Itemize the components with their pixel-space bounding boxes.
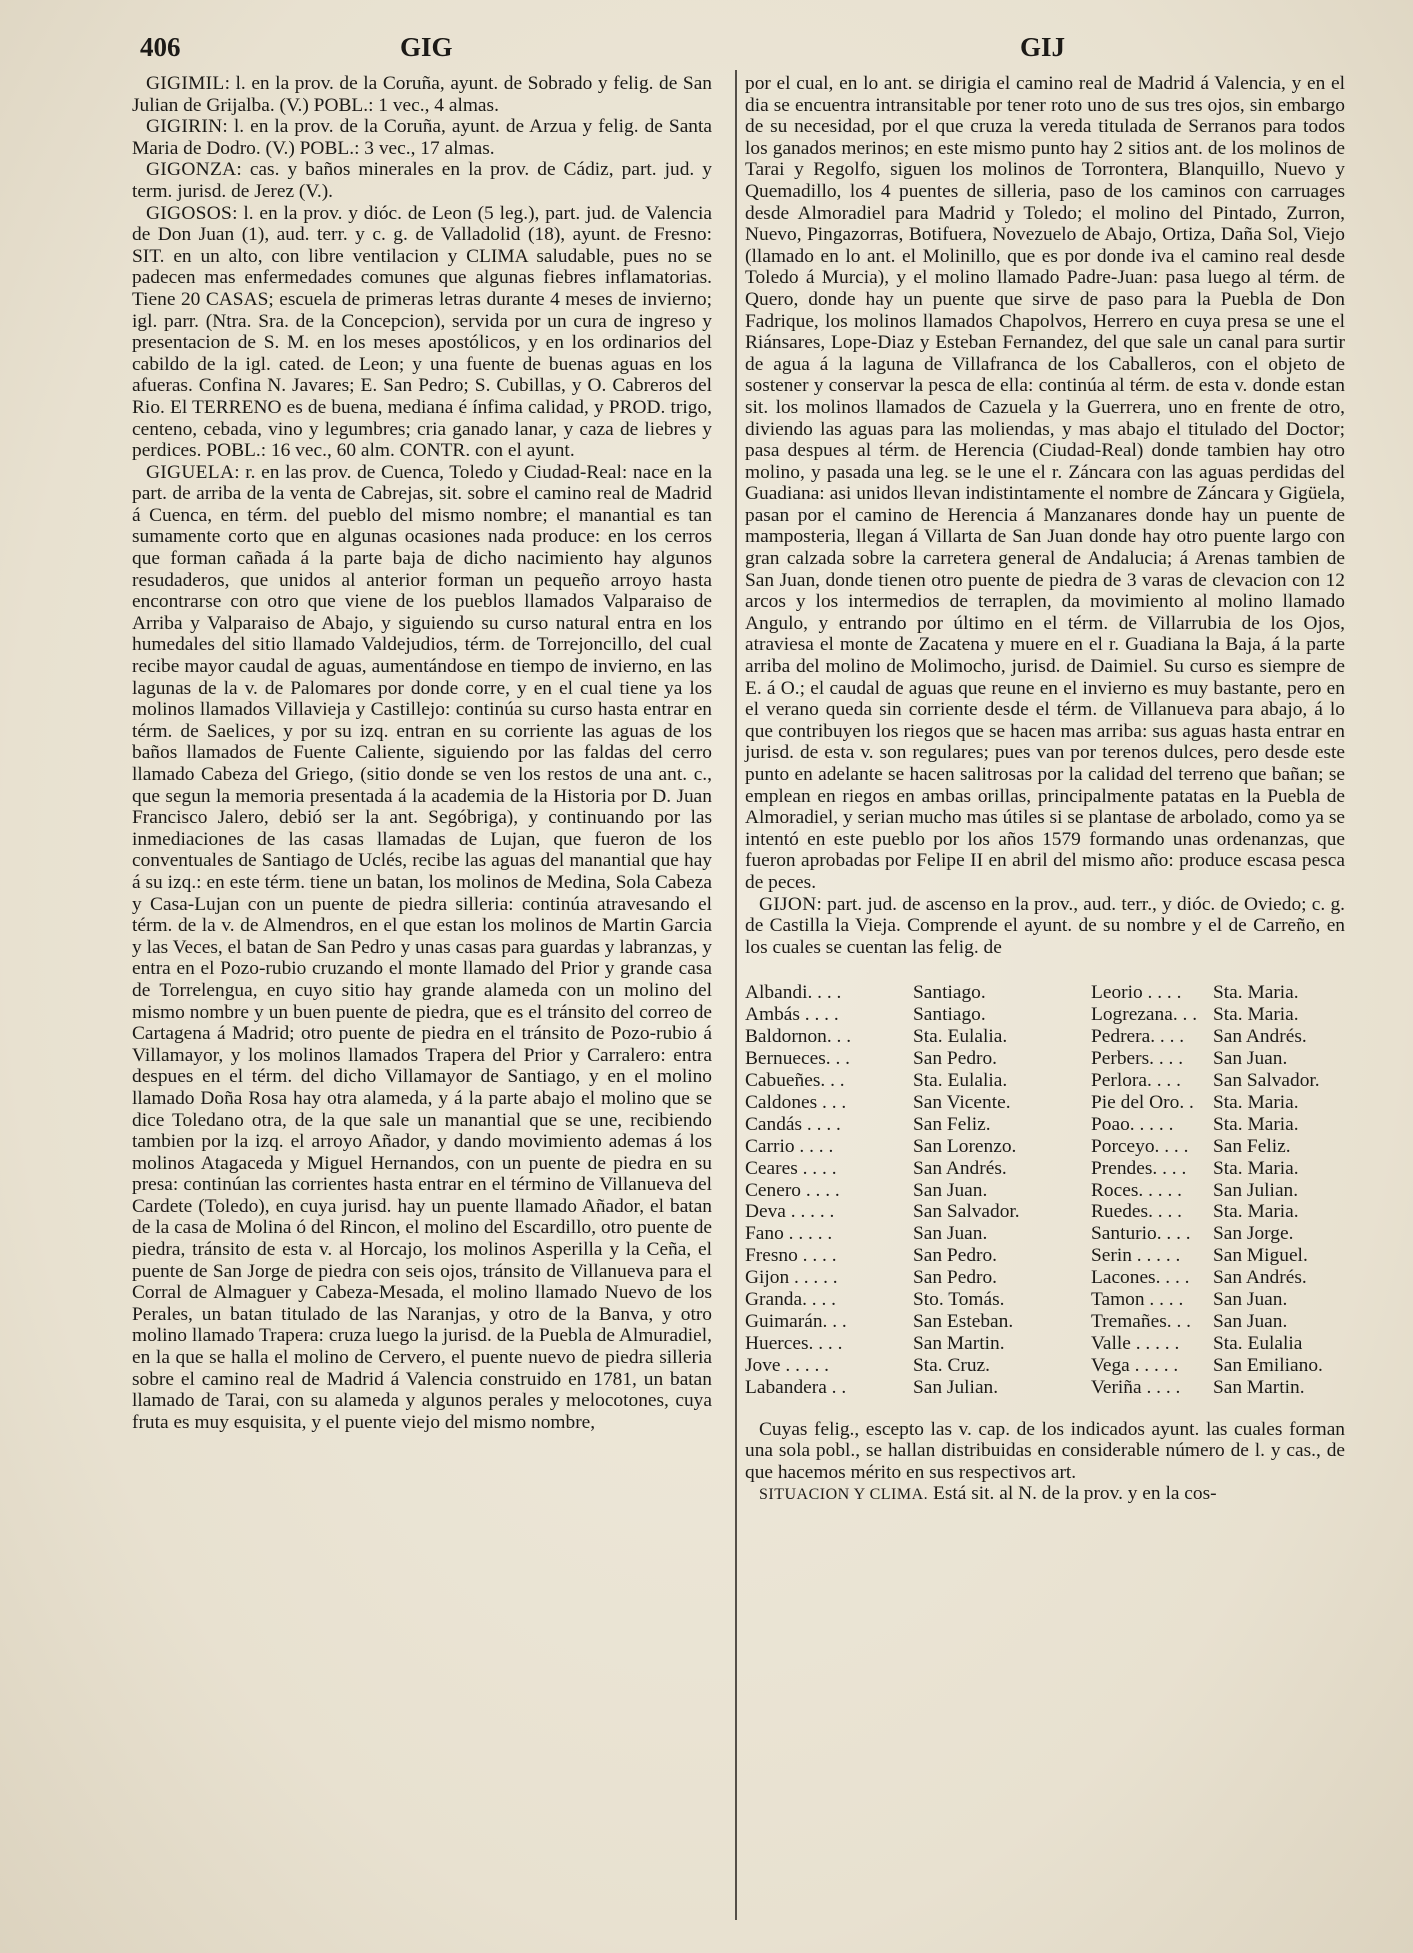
- parish-row: [745, 1158, 1345, 1180]
- parish-saint: Sto. Tomás.: [913, 1289, 1005, 1311]
- parish-saint: San Juan.: [913, 1179, 988, 1201]
- parish-saint: San Juan.: [1213, 1048, 1288, 1070]
- parish-saint: Sta. Maria.: [1213, 1004, 1299, 1026]
- parish-place: Bernueces. . .: [745, 1048, 850, 1070]
- parish-place: Carrio . . . .: [745, 1135, 834, 1157]
- parish-place: Candás . . . .: [745, 1113, 841, 1135]
- entry-body: : l. en la prov. de la Coruña, ayunt. de Arzua y felig. de Santa Maria de Dodro. (V.) POBL.: 3 vec., 17 almas.: [132, 116, 712, 159]
- page-number: 406: [140, 32, 181, 62]
- parish-saint: Santiago.: [913, 1004, 986, 1026]
- parish-place: Cabueñes. . .: [745, 1069, 845, 1091]
- parish-place: Vega . . . . .: [1091, 1354, 1179, 1376]
- parish-row: [745, 1201, 1345, 1223]
- section-body: Está sit. al N. de la prov. y en la cos-: [933, 1483, 1217, 1505]
- parish-place: Santurio. . . .: [1091, 1223, 1191, 1245]
- entry-giguela: [132, 462, 712, 1434]
- parish-saint: San Emiliano.: [1213, 1354, 1323, 1376]
- parish-place: Gijon . . . . .: [745, 1267, 838, 1289]
- parish-saint: Sta. Eulalia: [1213, 1332, 1303, 1354]
- entry-headword: GIGIRIN: [146, 116, 223, 138]
- parish-saint: San Vicente.: [913, 1091, 1011, 1113]
- parish-row: [745, 1377, 1345, 1399]
- parish-saint: Santiago.: [913, 982, 986, 1004]
- parish-place: Caldones . . .: [745, 1091, 847, 1113]
- entry-body: : part. jud. de ascenso en la prov., aud. terr., y dióc. de Oviedo; c. g. de Castilla la Vieja. Comprende el ayunt. de su nombre y el de Carreño, en los cuales se cuentan las felig. de: [745, 893, 1345, 958]
- section-label: SITUACION Y CLIMA.: [759, 1486, 929, 1504]
- parish-place: Pie del Oro. .: [1091, 1091, 1194, 1113]
- entry-body: : l. en la prov. y dióc. de Leon (5 leg.), part. jud. de Valencia de Don Juan (1), aud. terr. y c. g. de Valladolid (18), ayunt. de Fresno: SIT. en un alto, con libre ventilacion y CLIMA saludable, pues no se padecen mas enfermedades comunes que algunas fiebres inflamatorias. Tiene 20 CASAS; escuela de primeras letras durante 4 meses de invierno; igl. parr. (Ntra. Sra. de la Concepcion), servida por un cura de ingreso y presentacion de S. M. en los meses apostólicos, y en los ordinarios del cabildo de la igl. cated. de Leon; y una fuente de buenas aguas en los afueras. Confina N. Javares; E. San Pedro; S. Cubillas, y O. Cabreros del Rio. El TERRENO es de buena, mediana é ínfima calidad, y PROD. trigo, centeno, cebada, vino y legumbres; cria ganado lanar, y caza de liebres y perdices. POBL.: 16 vec., 60 alm. CONTR. con el ayunt.: [132, 202, 712, 462]
- parish-place: Tremañes. . .: [1091, 1310, 1192, 1332]
- parish-saint: San Juan.: [1213, 1310, 1288, 1332]
- parish-place: Granda. . . .: [745, 1289, 836, 1311]
- parish-place: Ambás . . . .: [745, 1004, 839, 1026]
- parish-saint: Sta. Maria.: [1213, 1091, 1299, 1113]
- parish-saint: San Pedro.: [913, 1245, 998, 1267]
- parish-table: [745, 982, 1345, 1398]
- parish-row: [745, 1114, 1345, 1136]
- parish-saint: Sta. Maria.: [1213, 1201, 1299, 1223]
- parish-place: Logrezana. . .: [1091, 1004, 1198, 1026]
- parish-row: [745, 1355, 1345, 1377]
- parish-saint: San Pedro.: [913, 1267, 998, 1289]
- parish-row: [745, 1267, 1345, 1289]
- parish-row: [745, 1026, 1345, 1048]
- left-running-head: GIG: [400, 32, 453, 62]
- parish-row: [745, 1289, 1345, 1311]
- parish-saint: Sta. Eulalia.: [913, 1069, 1008, 1091]
- entry-gigonza: [132, 159, 712, 202]
- parish-place: Valle . . . . .: [1091, 1332, 1180, 1354]
- parish-place: Guimarán. . .: [745, 1310, 847, 1332]
- parish-place: Perlora. . . .: [1091, 1069, 1181, 1091]
- entry-headword: GIGOSOS: [146, 202, 233, 224]
- parish-saint: San Feliz.: [1213, 1135, 1291, 1157]
- parish-row: [745, 1004, 1345, 1026]
- parish-saint: San Pedro.: [913, 1048, 998, 1070]
- parish-saint: San Salvador.: [913, 1201, 1020, 1223]
- entry-headword: GIGIMIL: [146, 73, 225, 94]
- parish-row: [745, 1092, 1345, 1114]
- parish-place: Deva . . . . .: [745, 1201, 835, 1223]
- parish-saint: San Martin.: [913, 1332, 1005, 1354]
- parish-saint: Sta. Maria.: [1213, 1157, 1299, 1179]
- parish-place: Pedrera. . . .: [1091, 1026, 1185, 1048]
- parish-place: Poao. . . . .: [1091, 1113, 1174, 1135]
- parish-saint: San Andrés.: [1213, 1267, 1307, 1289]
- parish-place: Baldornon. . .: [745, 1026, 852, 1048]
- parish-saint: San Julian.: [913, 1376, 999, 1398]
- parish-place: Leorio . . . .: [1091, 982, 1182, 1004]
- parish-saint: San Jorge.: [1213, 1223, 1294, 1245]
- left-column: [132, 73, 712, 1433]
- parish-place: Porceyo. . . .: [1091, 1135, 1189, 1157]
- parish-place: Cenero . . . .: [745, 1179, 840, 1201]
- parish-place: Roces. . . . .: [1091, 1179, 1183, 1201]
- parish-row: [745, 1311, 1345, 1333]
- parish-saint: San Esteban.: [913, 1310, 1014, 1332]
- parish-saint: San Feliz.: [913, 1113, 991, 1135]
- entry-gigosos: [132, 203, 712, 462]
- entry-headword: GIGONZA: [146, 159, 237, 181]
- parish-saint: San Lorenzo.: [913, 1135, 1017, 1157]
- parish-saint: San Andrés.: [1213, 1026, 1307, 1048]
- parish-place: Huerces. . . .: [745, 1332, 843, 1354]
- page-header: [140, 32, 1343, 72]
- parish-place: Labandera . .: [745, 1376, 847, 1398]
- column-divider: [735, 70, 737, 1920]
- parish-place: Fano . . . . .: [745, 1223, 833, 1245]
- parish-saint: San Juan.: [1213, 1289, 1288, 1311]
- parish-place: Veriña . . . .: [1091, 1376, 1181, 1398]
- parish-saint: Sta. Maria.: [1213, 982, 1299, 1004]
- parish-row: [745, 982, 1345, 1004]
- parish-place: Prendes. . . .: [1091, 1157, 1187, 1179]
- parish-place: Jove . . . . .: [745, 1354, 830, 1376]
- parish-saint: Sta. Eulalia.: [913, 1026, 1008, 1048]
- parish-row: [745, 1048, 1345, 1070]
- right-column: [745, 73, 1345, 1506]
- situation-paragraph: [745, 1483, 1345, 1506]
- entry-body: : cas. y baños minerales en la prov. de Cádiz, part. jud. y term. jurisd. de Jerez (V.).: [132, 159, 712, 202]
- parish-saint: Sta. Cruz.: [913, 1354, 991, 1376]
- parish-row: [745, 1136, 1345, 1158]
- parish-row: [745, 1333, 1345, 1355]
- parish-place: Ruedes. . . .: [1091, 1201, 1183, 1223]
- parish-saint: San Martin.: [1213, 1376, 1305, 1398]
- parish-row: [745, 1070, 1345, 1092]
- parish-saint: San Juan.: [913, 1223, 988, 1245]
- parish-place: Tamon . . . .: [1091, 1289, 1184, 1311]
- entry-headword: GIJON: [759, 893, 817, 915]
- giguela-continuation: por el cual, en lo ant. se dirigia el camino real de Madrid á Valencia, y en el dia se encuentra intransitable por tener roto uno de sus tres ojos, sin embargo de su necesidad, por el que cruza la vereda titulada de Serranos para todos los ganados merinos; en este mismo punto hay 2 sitios ant. de los molinos de Tarai y Regolfo, siguen los molinos de Torrontera, Blanquillo, Nuevo y Quemadillo, los 4 puentes de silleria, paso de los caminos con carruages desde Almoradiel para Madrid y Toledo; el molino del Pintado, Zurron, Nuevo, Pingazorras, Botifuera, Novezuelo de Abajo, Ortiza, Daña Sol, Viejo (llamado en lo ant. el Molinillo, que es por donde iva el camino real desde Toledo á Murcia), y el molino llamado Padre-Juan: pasa luego al térm. de Quero, donde hay un puente que sirve de paso para la Puebla de Don Fadrique, los molinos llamados Chapolvos, Herrero en cuya presa se une el Riánsares, Lope-Diaz y Esteban Fernandez, del que sale un canal para surtir de agua á la laguna de Villafranca de los Caballeros, con el objeto de sostener y conservar la pesca de ella: continúa al térm. de esta v. donde estan sit. los molinos llamados de Cazuela y la Guerrera, uno en frente de otro, diviendo las aguas para las moliendas, y mas abajo el titulado del Doctor; pasa despues al térm. de Herencia (Ciudad-Real) donde tambien hay otro molino, y pasada una leg. se le une el r. Záncara con las aguas perdidas del Guadiana: asi unidos llevan indistintamente el nombre de Záncara y Gigüela, pasan por el camino de Herencia á Manzanares donde hay un puente de mamposteria, llegan á Villarta de San Juan donde hay otro puente largo con gran calzada sobre la carretera general de Andalucia; á Arenas tambien de San Juan, donde tienen otro puente de piedra de 3 varas de clevacion con 12 arcos y los intermedios de terraplen, da movimiento al molino llamado Angulo, y entrando por último en el térm. de Villarrubia de los Ojos, atraviesa el monte de Zacatena y muere en el r. Guadiana la Baja, á la parte arriba del molino de Molimocho, jurisd. de Daimiel. Su curso es siempre de E. á O.; el caudal de aguas que reune en el invierno es muy bastante, pero en el verano queda sin corriente desde el térm. de Villanueva para abajo, á lo que contribuyen los riegos que se hacen mas arriba: sus aguas hasta entrar en jurisd. de esta v. son regulares; pues van por terenos dulces, pero desde este punto en adelante se hacen salitrosas por la calidad del terreno que bañan; se emplean en riegos en ambas orillas, principalmente patatas en la Puebla de Almoradiel, y serian mucho mas útiles si se plantase de arbolado, como ya se intentó en este pueblo por los años 1579 formando unas ordenanzas, que fueron aprobadas por Felipe II en abril del mismo año: produce escasa pesca de peces.: [745, 73, 1345, 893]
- parish-saint: Sta. Maria.: [1213, 1113, 1299, 1135]
- right-running-head: GIJ: [1020, 32, 1066, 62]
- parish-place: Serin . . . . .: [1091, 1245, 1181, 1267]
- entry-gijon: [745, 894, 1345, 959]
- parish-place: Ceares . . . .: [745, 1157, 837, 1179]
- parish-row: [745, 1180, 1345, 1202]
- parish-place: Perbers. . . .: [1091, 1048, 1184, 1070]
- after-table-text: Cuyas felig., escepto las v. cap. de los indicados ayunt. las cuales forman una sola pobl., se hallan distribuidas en considerable número de l. y cas., de que hacemos mérito en sus respectivos art.: [745, 1418, 1345, 1483]
- parish-row: [745, 1223, 1345, 1245]
- entry-body: : l. en la prov. de la Coruña, ayunt. de Sobrado y felig. de San Julian de Grijalba. (V.) POBL.: 1 vec., 4 almas.: [132, 73, 712, 116]
- parish-saint: San Andrés.: [913, 1157, 1007, 1179]
- parish-row: [745, 1245, 1345, 1267]
- entry-gigimil: [132, 73, 712, 116]
- parish-saint: San Miguel.: [1213, 1245, 1308, 1267]
- entry-headword: GIGUELA: [146, 461, 235, 483]
- parish-place: Lacones. . . .: [1091, 1267, 1190, 1289]
- entry-gigirin: [132, 116, 712, 159]
- parish-place: Albandi. . . .: [745, 982, 842, 1004]
- parish-place: Fresno . . . .: [745, 1245, 837, 1267]
- parish-saint: San Salvador.: [1213, 1069, 1320, 1091]
- parish-saint: San Julian.: [1213, 1179, 1299, 1201]
- entry-body: : r. en las prov. de Cuenca, Toledo y Ciudad-Real: nace en la part. de arriba de la venta de Cabrejas, sit. sobre el camino real de Madrid á Cuenca, en térm. del pueblo del mismo nombre; el manantial es tan sumamente corto que en algunas ocasiones nada produce: en los cerros que forman cañada á la parte baja de dicho nacimiento hay algunos resudaderos, que unidos al anterior forman un pequeño arroyo hasta encontrarse con otro que viene de los pueblos llamados Valparaiso de Arriba y Valparaiso de Abajo, y siguiendo su curso natural entra en los humedales del sitio llamado Valdejudios, térm. de Torrejoncillo, del cual recibe mayor caudal de aguas, aumentándose en tiempo de invierno, en las lagunas de la v. de Palomares por donde corre, y en el cual tiene ya los molinos llamados Villavieja y Castillejo: continúa su curso hasta entrar en térm. de Saelices, y por su izq. entran en su corriente las aguas de los baños llamados de Fuente Caliente, siguiendo por las faldas del cerro llamado Cabeza del Griego, (sitio donde se ven los restos de una ant. c., que segun la memoria presentada á la academia de la Historia por D. Juan Francisco Jalero, debió ser la ant. Segóbriga), y continuando por las inmediaciones de las casas llamadas de Lujan, que fueron de los conventuales de Santiago de Uclés, recibe las aguas del manantial que hay á su izq.: en este térm. tiene un batan, los molinos de Medina, Sola Cabeza y Casa-Lujan con un puente de piedra silleria: continúa atravesando el térm. de la v. de Almendros, en el que estan los molinos de Martin Garcia y las Veces, el batan de San Pedro y unas casas para guardas y labranzas, y entra en el Pozo-rubio cruzando el monte llamado del Prior y grande casa de Torrelengua, en cuyo sitio hay grande alameda con un molino del mismo nombre y un buen puente de piedra, que es el tránsito del correo de Cartagena á Madrid; otro puente de piedra en el tránsito de Pozo-rubio á Villamayor, y los molinos llamados Trapera del Prior y Carralero: entra despues en el térm. del dicho Villamayor de Santiago, y en el molino llamado Doña Rosa hay otra alameda, y á la parte abajo el molino que se dice Toledano otra, de la que sale un manantial que se une, recibiendo tambien por la izq. el arroyo Añador, y dando movimiento ademas á los molinos Atagaceda y Miguel Hernandos, con un puente de piedra en su presa: continúan las corrientes hasta entrar en el término de Villanueva del Cardete (Toledo), en cuya jurisd. hay un puente llamado Añador, el batan de la casa de Molina ó del Rincon, el molino del Escardillo, otro puente de piedra, tránsito de esta v. al Horcajo, los molinos Asperilla y la Ceña, el puente de San Jorge de piedra con seis ojos, tránsito de Villanueva para el Corral de Almaguer y Cabeza-Mesada, el molino llamado Nuevo de los Perales, un batan titulado de las Naranjas, y otro de la Banva, y otro molino llamado Trapera: cruza luego la jurisd. de la Puebla de Almuradiel, en la que se halla el molino de Cervero, el puente nuevo de piedra silleria sobre el camino real de Madrid á Valencia construido en 1781, un batan llamado de Tarai, con su alameda y algunos perales y melocotones, cuya fruta es muy esquisita, y el puente viejo del mismo nombre,: [132, 461, 712, 1433]
